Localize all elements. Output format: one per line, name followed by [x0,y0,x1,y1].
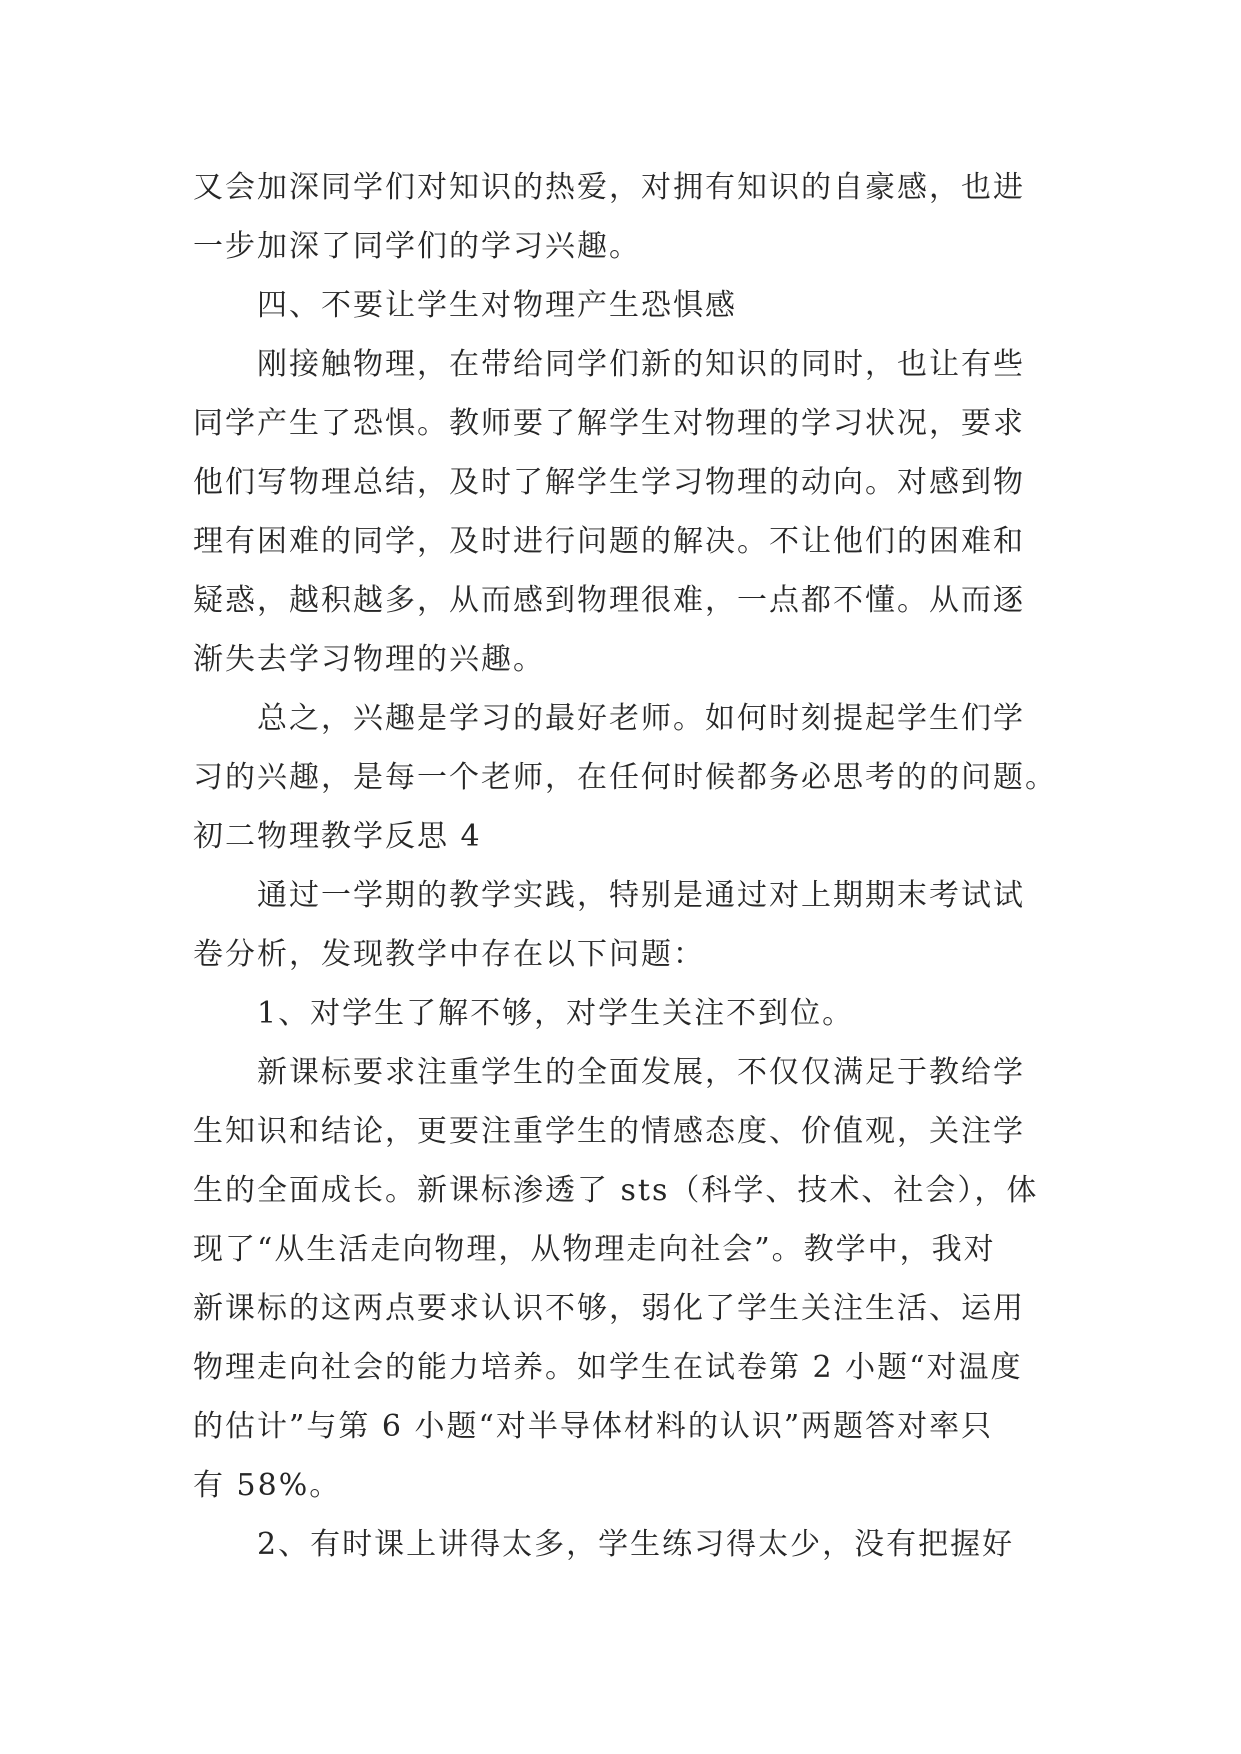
text-line: 理有困难的同学，及时进行问题的解决。不让他们的困难和 [193,524,1025,559]
text-line: 生的全面成长。新课标渗透了 sts（科学、技术、社会），体 [193,1173,1039,1208]
text-line: 的估计”与第 6 小题“对半导体材料的认识”两题答对率只 [193,1409,994,1444]
text-line: 渐失去学习物理的兴趣。 [193,642,545,677]
text-line: 同学产生了恐惧。教师要了解学生对物理的学习状况，要求 [193,406,1025,441]
document-body [193,158,1057,1574]
text-line: 有 58%。 [193,1468,342,1503]
text-line: 他们写物理总结，及时了解学生学习物理的动向。对感到物 [193,465,1025,500]
text-line: 卷分析，发现教学中存在以下问题： [193,937,705,972]
text-line: 现了“从生活走向物理，从物理走向社会”。教学中，我对 [193,1232,996,1267]
text-line: 物理走向社会的能力培养。如学生在试卷第 2 小题“对温度 [193,1350,1023,1385]
list-item-heading: 2、有时课上讲得太多，学生练习得太少，没有把握好 [257,1527,1015,1562]
section-heading: 四、不要让学生对物理产生恐惧感 [257,288,737,323]
article-title: 初二物理教学反思 4 [193,819,482,854]
text-line: 新课标的这两点要求认识不够，弱化了学生关注生活、运用 [193,1291,1025,1326]
text-line: 新课标要求注重学生的全面发展，不仅仅满足于教给学 [257,1055,1025,1090]
text-line: 刚接触物理，在带给同学们新的知识的同时，也让有些 [257,347,1025,382]
text-line: 生知识和结论，更要注重学生的情感态度、价值观，关注学 [193,1114,1025,1149]
text-line: 一步加深了同学们的学习兴趣。 [193,229,641,264]
text-line: 习的兴趣，是每一个老师，在任何时候都务必思考的的问题。 [193,760,1057,795]
text-line: 通过一学期的教学实践，特别是通过对上期期末考试试 [257,878,1025,913]
list-item-heading: 1、对学生了解不够，对学生关注不到位。 [257,996,855,1031]
text-line: 总之，兴趣是学习的最好老师。如何时刻提起学生们学 [257,701,1025,736]
text-line: 疑惑，越积越多，从而感到物理很难，一点都不懂。从而逐 [193,583,1025,618]
text-line: 又会加深同学们对知识的热爱，对拥有知识的自豪感，也进 [193,170,1025,205]
